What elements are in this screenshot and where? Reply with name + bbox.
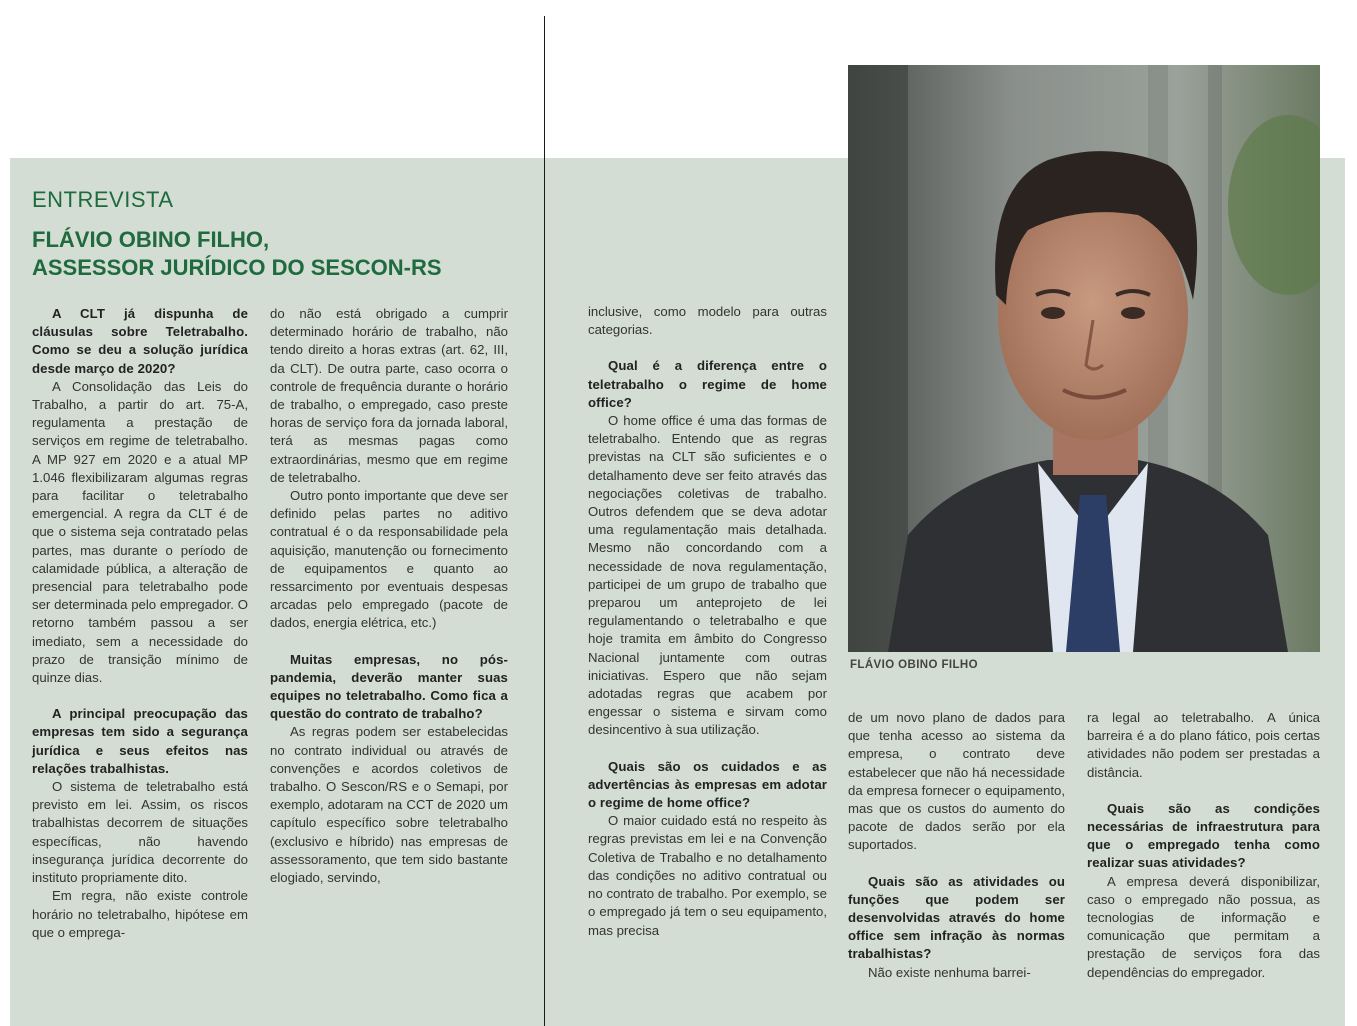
- title-line-name: FLÁVIO OBINO FILHO,: [32, 227, 270, 252]
- interview-answer: inclusive, como modelo para outras categorias.: [588, 304, 827, 338]
- interview-answer: As regras podem ser estabelecidas no contrato individual ou através de convenções e acordos coletivos de trabalho. O Sescon/RS e o Semapi, por exemplo, adotaram na CCT de 2020 um capítulo específico sobre teletrabalho (exclusivo e híbrido) nas empresas de assessoramento, que tem sido bastante elogiado, servindo,: [270, 724, 508, 886]
- text-column-2: [270, 305, 508, 887]
- text-column-4: [848, 709, 1065, 982]
- photo-caption: FLÁVIO OBINO FILHO: [850, 659, 978, 671]
- interview-answer: A Consolidação das Leis do Trabalho, a partir do art. 75-A, regulamenta a prestação de serviços em regime de teletrabalho. A MP 927 em 2020 e a atual MP 1.046 flexibilizaram algumas regras para facilitar o teletrabalho emergencial. A regra da CLT é de que o sistema seja contratado pelas partes, mas durante o período de calamidade pública, a alteração de presencial para teletrabalho pode ser determinada pelo empregador. O retorno também passou a ser imediato, sem a necessidade do prazo de transição mínimo de quinze dias.: [32, 378, 248, 686]
- interview-answer: Não existe nenhuma barrei-: [868, 964, 1031, 980]
- section-label: ENTREVISTA: [32, 187, 174, 212]
- interview-question: Muitas empresas, no pós-pandemia, deverão manter suas equipes no teletrabalho. Como fica a questão do contrato de trabalho?: [270, 651, 508, 722]
- interview-answer: Em regra, não existe controle horário no teletrabalho, hipótese em que o emprega-: [32, 888, 248, 940]
- text-column-1: [32, 305, 248, 942]
- interview-answer: de um novo plano de dados para que tenha acesso ao sistema da empresa, o contrato deve estabelecer que não há necessidade da empresa fornecer o equipamento, mas que os custos do aumento do pacote de dados serão por ela suportados.: [848, 710, 1065, 853]
- interview-answer: Outro ponto importante que deve ser definido pelas partes no aditivo contratual é o da responsabilidade pela aquisição, manutenção ou fornecimento de equipamentos e quanto ao ressarcimento por eventuais despesas arcadas pelo empregado (pacote de dados, energia elétrica, etc.): [270, 488, 508, 631]
- title-line-role: ASSESSOR JURÍDICO DO SESCON-RS: [32, 255, 442, 280]
- interview-question: Quais são as atividades ou funções que podem ser desenvolvidas através do home office sem infração às normas trabalhistas?: [848, 873, 1065, 962]
- text-column-5: [1087, 709, 1320, 982]
- interview-answer: O maior cuidado está no respeito às regras previstas em lei e na Convenção Coletiva de Trabalho e no detalhamento das condições no aditivo contratual ou no contrato de trabalho. Por exemplo, se o empregado já tem o seu equipamento, mas precisa: [588, 813, 827, 938]
- interview-answer: ra legal ao teletrabalho. A única barreira é a do plano fático, pois certas atividades não podem ser prestadas a distância.: [1087, 710, 1320, 780]
- interview-answer: O home office é uma das formas de teletrabalho. Entendo que as regras previstas na CLT são suficientes e o detalhamento deve ser feito através das negociações coletivas de trabalho. Outros defendem que se deva adotar uma regulamentação mais detalhada. Mesmo não concordando com a necessidade de nova regulamentação, participei de um grupo de trabalho que preparou um anteprojeto de lei regulamentando o teletrabalho e que hoje tramita em âmbito do Congresso Nacional juntamente com outras iniciativas. Espero que não sejam adotadas regras que acabem por engessar o sistema e sirvam como desincentivo à sua utilização.: [588, 413, 827, 738]
- interview-answer: do não está obrigado a cumprir determinado horário de trabalho, não tendo direito a horas extras (art. 62, III, da CLT). De outra parte, caso ocorra o controle de frequência durante o horário de trabalho, o empregado, caso preste horas de serviço fora da jornada laboral, terá as mesmas pagas como extraordinárias, mesmo que em regime de teletrabalho.: [270, 306, 508, 485]
- page-fold-line: [544, 16, 545, 1026]
- text-column-3: [588, 303, 827, 940]
- interview-answer: O sistema de teletrabalho está previsto em lei. Assim, os riscos trabalhistas decorrem de situações específicas, não havendo insegurança jurídica decorrente do instituto propriamente dito.: [32, 779, 248, 886]
- interview-question: A principal preocupação das empresas tem sido a segurança jurídica e seus efeitos nas relações trabalhistas.: [32, 706, 248, 776]
- portrait-photo: [848, 65, 1320, 652]
- interview-answer: A empresa deverá disponibilizar, caso o empregado não possua, as tecnologias de informação e comunicação que permitam a prestação de serviços fora das dependências do empregador.: [1087, 873, 1320, 980]
- interview-question: Quais são as condições necessárias de infraestrutura para que o empregado tenha como realizar suas atividades?: [1087, 800, 1320, 871]
- interview-question: A CLT já dispunha de cláusulas sobre Teletrabalho. Como se deu a solução jurídica desde março de 2020?: [32, 306, 248, 376]
- interview-question: Quais são os cuidados e as advertências às empresas em adotar o regime de home office?: [588, 758, 827, 811]
- interview-question: Qual é a diferença entre o teletrabalho o regime de home office?: [588, 358, 827, 410]
- page-title: [32, 226, 442, 282]
